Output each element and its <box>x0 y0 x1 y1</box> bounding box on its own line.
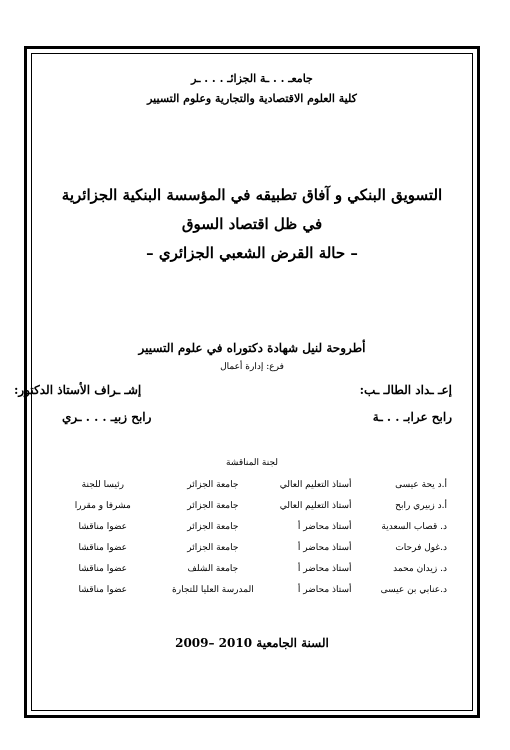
student-name: رابح عرابـ . . ـة <box>372 410 452 424</box>
member-role: عضوا مناقشا <box>78 521 128 532</box>
member-institution: جامعة الجزائر <box>187 521 239 532</box>
member-role: عضوا مناقشا <box>78 542 128 553</box>
thesis-title-line-1: التسويق البنكي و آفاق تطبيقه في المؤسسة البنكية الجزائرية <box>61 186 443 204</box>
member-rank: أستاذ محاضر أ <box>297 521 352 532</box>
academic-year <box>31 636 473 650</box>
member-name: د. زيدان محمد <box>393 563 447 574</box>
branch-label: فرع: إدارة أعمال <box>220 362 284 372</box>
member-name: د.غول فرحات <box>395 542 447 553</box>
faculty-name: كلية العلوم الاقتصادية والتجارية وعلوم التسيير <box>147 92 357 105</box>
member-rank: أستاذ التعليم العالي <box>279 500 352 511</box>
supervisor-name: رابح زبيـ . . . ـري <box>62 410 152 424</box>
table-row <box>50 537 450 558</box>
member-role: عضوا مناقشا <box>78 584 128 595</box>
member-name: أ.د يحة عيسى <box>395 479 447 490</box>
committee-table <box>50 474 450 600</box>
inner-border <box>31 53 473 711</box>
prepared-by-label: إعـ ـداد الطالـ ـب: <box>359 383 452 397</box>
member-institution: المدرسة العليا للتجارة <box>172 584 254 595</box>
member-role: عضوا مناقشا <box>78 563 128 574</box>
member-rank: أستاذ التعليم العالي <box>279 479 352 490</box>
member-role: رئيسا للجنة <box>81 479 124 490</box>
academic-year-label: السنة الجامعية <box>256 636 329 650</box>
academic-year-value: 2009– 2010 <box>175 636 253 650</box>
thesis-title-line-2: في ظل اقتصاد السوق <box>181 215 323 233</box>
member-role: مشرفا و مقررا <box>74 500 131 511</box>
table-row <box>50 495 450 516</box>
member-name: د. قصاب السعدية <box>381 521 447 532</box>
university-name: جامعـ . . ـة الجزائـ . . . ـر <box>191 72 313 85</box>
member-rank: أستاذ محاضر أ <box>297 542 352 553</box>
member-rank: أستاذ محاضر أ <box>297 563 352 574</box>
table-row <box>50 474 450 495</box>
table-row <box>50 516 450 537</box>
member-institution: جامعة الجزائر <box>187 479 239 490</box>
member-name: أ.د زبيري رابح <box>395 500 447 511</box>
table-row <box>50 558 450 579</box>
table-row <box>50 579 450 600</box>
supervisor-label: إشـ ـراف الأستاذ الدكتور: <box>14 383 142 397</box>
member-institution: جامعة الجزائر <box>187 542 239 553</box>
member-name: د.عنابي بن عيسى <box>380 584 447 595</box>
member-institution: جامعة الشلف <box>187 563 239 574</box>
thesis-subtitle-case: – حالة القرض الشعبي الجزائري – <box>146 244 358 262</box>
member-rank: أستاذ محاضر أ <box>297 584 352 595</box>
committee-title: لجنة المناقشة <box>225 458 278 468</box>
degree-statement: أطروحة لنيل شهادة دكتوراه في علوم التسيير <box>138 341 366 355</box>
member-institution: جامعة الجزائر <box>187 500 239 511</box>
